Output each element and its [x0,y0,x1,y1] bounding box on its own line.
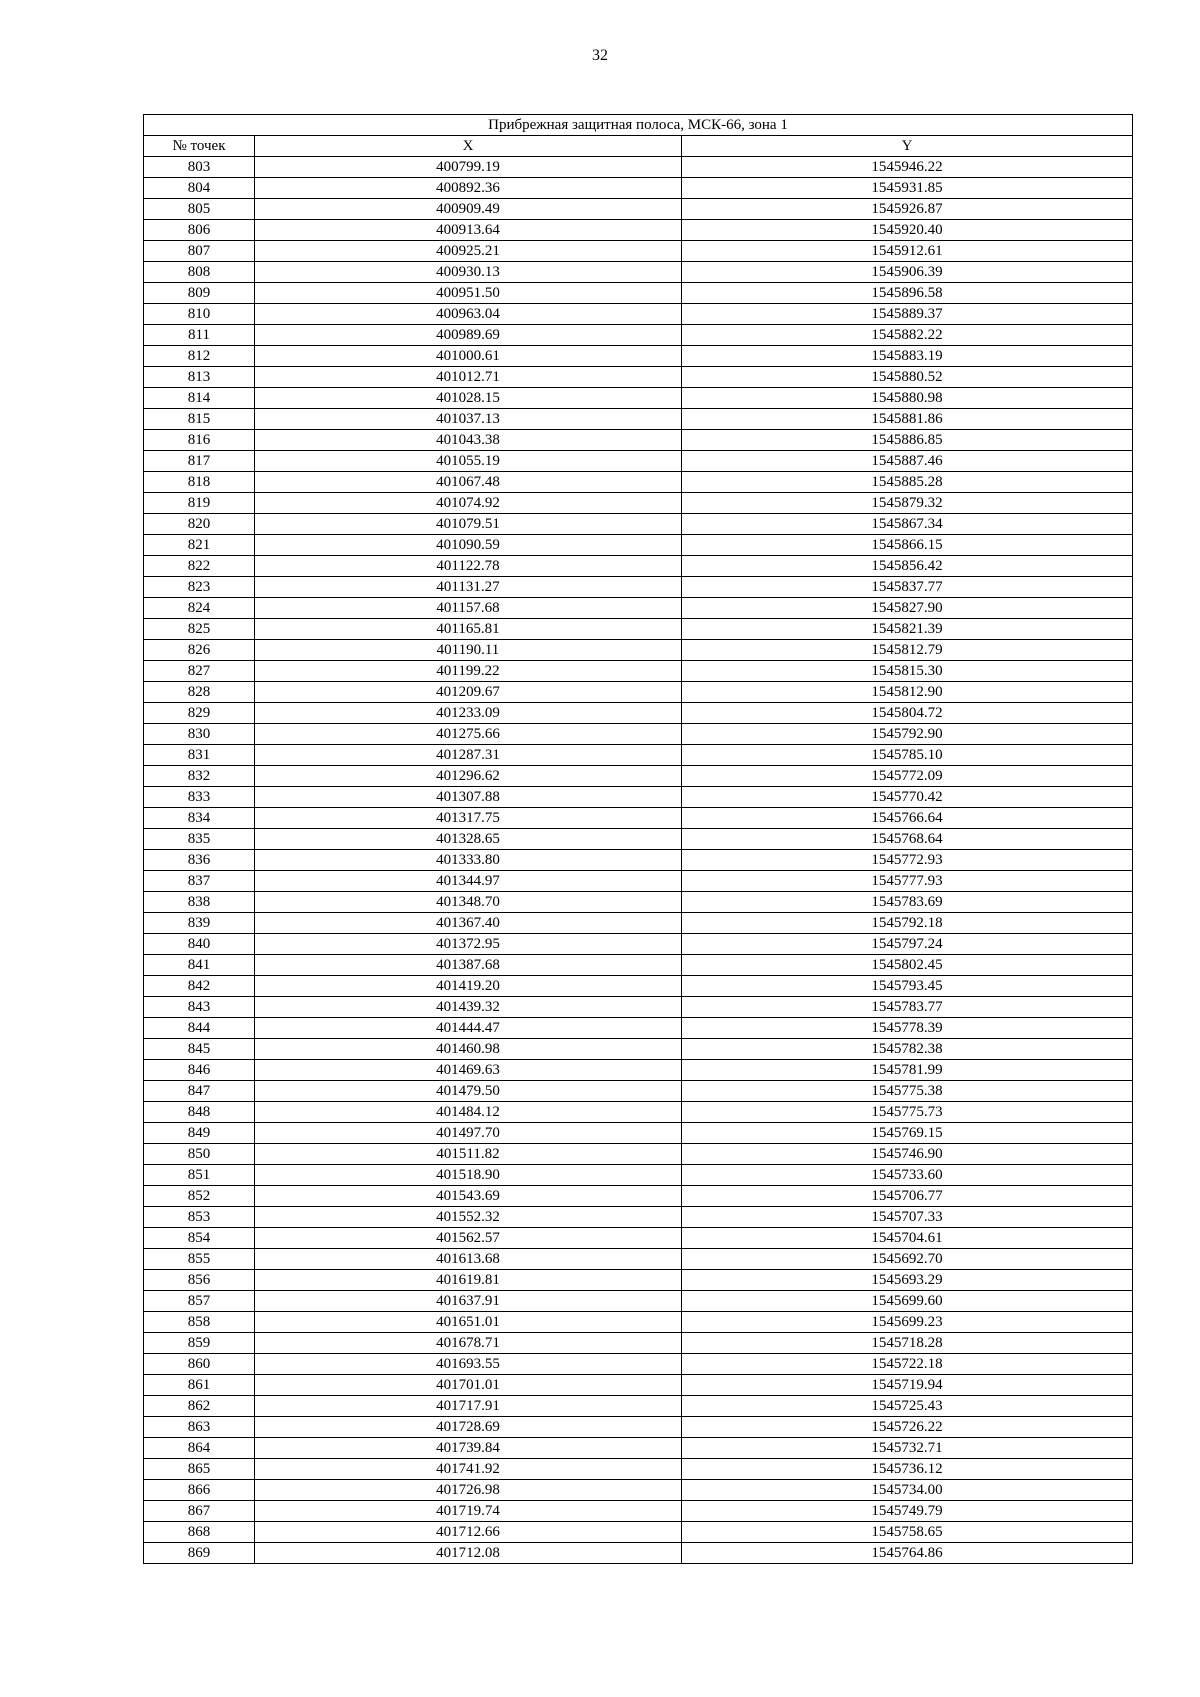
y-cell: 1545764.86 [682,1543,1133,1564]
x-cell: 401296.62 [255,766,682,787]
x-cell: 401651.01 [255,1312,682,1333]
y-cell: 1545706.77 [682,1186,1133,1207]
x-cell: 401728.69 [255,1417,682,1438]
point-number-cell: 851 [144,1165,255,1186]
x-cell: 401460.98 [255,1039,682,1060]
x-cell: 401741.92 [255,1459,682,1480]
point-number-cell: 811 [144,325,255,346]
point-number-cell: 830 [144,724,255,745]
table-row [144,1123,1133,1144]
point-number-cell: 836 [144,850,255,871]
table-row [144,1480,1133,1501]
y-cell: 1545912.61 [682,241,1133,262]
point-number-cell: 832 [144,766,255,787]
point-number-cell: 804 [144,178,255,199]
table-row [144,745,1133,766]
x-cell: 400989.69 [255,325,682,346]
point-number-cell: 859 [144,1333,255,1354]
y-cell: 1545718.28 [682,1333,1133,1354]
table-row [144,619,1133,640]
y-cell: 1545769.15 [682,1123,1133,1144]
y-cell: 1545883.19 [682,346,1133,367]
table-row [144,766,1133,787]
y-cell: 1545882.22 [682,325,1133,346]
table-body [144,157,1133,1564]
y-cell: 1545821.39 [682,619,1133,640]
x-cell: 401719.74 [255,1501,682,1522]
y-cell: 1545778.39 [682,1018,1133,1039]
table-row [144,1396,1133,1417]
table-row [144,1249,1133,1270]
table-row [144,1018,1133,1039]
table-row [144,682,1133,703]
point-number-cell: 845 [144,1039,255,1060]
point-number-cell: 808 [144,262,255,283]
x-cell: 401739.84 [255,1438,682,1459]
table-row [144,598,1133,619]
table-row [144,1459,1133,1480]
point-number-cell: 813 [144,367,255,388]
table-row [144,367,1133,388]
point-number-cell: 818 [144,472,255,493]
table-row [144,283,1133,304]
table-row [144,703,1133,724]
x-cell: 401712.66 [255,1522,682,1543]
x-cell: 401055.19 [255,451,682,472]
x-cell: 401028.15 [255,388,682,409]
x-cell: 401165.81 [255,619,682,640]
table-row [144,1291,1133,1312]
x-cell: 401317.75 [255,808,682,829]
x-cell: 401372.95 [255,934,682,955]
x-cell: 400892.36 [255,178,682,199]
x-cell: 401518.90 [255,1165,682,1186]
x-cell: 401726.98 [255,1480,682,1501]
x-cell: 401012.71 [255,367,682,388]
table-row [144,535,1133,556]
table-row [144,892,1133,913]
x-cell: 401287.31 [255,745,682,766]
point-number-cell: 809 [144,283,255,304]
y-cell: 1545766.64 [682,808,1133,829]
point-number-cell: 863 [144,1417,255,1438]
y-cell: 1545867.34 [682,514,1133,535]
y-cell: 1545827.90 [682,598,1133,619]
x-cell: 400913.64 [255,220,682,241]
x-cell: 401307.88 [255,787,682,808]
x-cell: 400930.13 [255,262,682,283]
table-row [144,346,1133,367]
y-cell: 1545792.90 [682,724,1133,745]
y-cell: 1545926.87 [682,199,1133,220]
y-cell: 1545749.79 [682,1501,1133,1522]
point-number-cell: 848 [144,1102,255,1123]
table-row [144,1501,1133,1522]
point-number-cell: 816 [144,430,255,451]
table-row [144,199,1133,220]
x-cell: 401199.22 [255,661,682,682]
table-row [144,1228,1133,1249]
y-cell: 1545896.58 [682,283,1133,304]
point-number-cell: 842 [144,976,255,997]
x-cell: 401637.91 [255,1291,682,1312]
y-cell: 1545770.42 [682,787,1133,808]
y-cell: 1545804.72 [682,703,1133,724]
table-row [144,1039,1133,1060]
point-number-cell: 850 [144,1144,255,1165]
x-cell: 401619.81 [255,1270,682,1291]
y-cell: 1545746.90 [682,1144,1133,1165]
table-row [144,1144,1133,1165]
x-cell: 401209.67 [255,682,682,703]
point-number-cell: 867 [144,1501,255,1522]
x-cell: 401511.82 [255,1144,682,1165]
y-cell: 1545692.70 [682,1249,1133,1270]
y-cell: 1545812.90 [682,682,1133,703]
y-cell: 1545772.93 [682,850,1133,871]
x-cell: 401419.20 [255,976,682,997]
table-row [144,724,1133,745]
y-cell: 1545722.18 [682,1354,1133,1375]
point-number-cell: 810 [144,304,255,325]
point-number-cell: 854 [144,1228,255,1249]
table-row [144,808,1133,829]
point-number-cell: 817 [144,451,255,472]
point-number-cell: 862 [144,1396,255,1417]
point-number-cell: 815 [144,409,255,430]
x-cell: 401037.13 [255,409,682,430]
point-number-cell: 812 [144,346,255,367]
x-cell: 401552.32 [255,1207,682,1228]
table-row [144,241,1133,262]
table-row [144,871,1133,892]
table-row [144,976,1133,997]
y-cell: 1545704.61 [682,1228,1133,1249]
x-cell: 401079.51 [255,514,682,535]
y-cell: 1545879.32 [682,493,1133,514]
x-cell: 401067.48 [255,472,682,493]
table-row [144,850,1133,871]
x-cell: 401000.61 [255,346,682,367]
x-cell: 401439.32 [255,997,682,1018]
y-cell: 1545777.93 [682,871,1133,892]
y-cell: 1545946.22 [682,157,1133,178]
point-number-cell: 847 [144,1081,255,1102]
table-row [144,787,1133,808]
table-row [144,1417,1133,1438]
x-cell: 401122.78 [255,556,682,577]
table-row [144,955,1133,976]
x-cell: 401484.12 [255,1102,682,1123]
x-cell: 401233.09 [255,703,682,724]
y-cell: 1545699.60 [682,1291,1133,1312]
table-row [144,472,1133,493]
table-row [144,220,1133,241]
point-number-cell: 861 [144,1375,255,1396]
point-number-cell: 841 [144,955,255,976]
point-number-cell: 814 [144,388,255,409]
point-number-cell: 844 [144,1018,255,1039]
point-number-cell: 823 [144,577,255,598]
point-number-cell: 853 [144,1207,255,1228]
table-row [144,913,1133,934]
x-cell: 401074.92 [255,493,682,514]
x-cell: 400909.49 [255,199,682,220]
y-cell: 1545736.12 [682,1459,1133,1480]
point-number-cell: 835 [144,829,255,850]
header-x: X [255,136,682,157]
header-y: Y [682,136,1133,157]
y-cell: 1545772.09 [682,766,1133,787]
table-row [144,997,1133,1018]
header-point-number: № точек [144,136,255,157]
y-cell: 1545880.98 [682,388,1133,409]
y-cell: 1545812.79 [682,640,1133,661]
table-row [144,1102,1133,1123]
x-cell: 401387.68 [255,955,682,976]
y-cell: 1545886.85 [682,430,1133,451]
y-cell: 1545815.30 [682,661,1133,682]
y-cell: 1545775.38 [682,1081,1133,1102]
y-cell: 1545881.86 [682,409,1133,430]
table-row [144,661,1133,682]
table-row [144,1333,1133,1354]
table-row [144,262,1133,283]
y-cell: 1545775.73 [682,1102,1133,1123]
point-number-cell: 834 [144,808,255,829]
table-row [144,934,1133,955]
x-cell: 401469.63 [255,1060,682,1081]
table-row [144,577,1133,598]
y-cell: 1545866.15 [682,535,1133,556]
y-cell: 1545732.71 [682,1438,1133,1459]
x-cell: 401367.40 [255,913,682,934]
table-row [144,493,1133,514]
x-cell: 401131.27 [255,577,682,598]
point-number-cell: 829 [144,703,255,724]
y-cell: 1545880.52 [682,367,1133,388]
y-cell: 1545889.37 [682,304,1133,325]
x-cell: 401678.71 [255,1333,682,1354]
point-number-cell: 869 [144,1543,255,1564]
x-cell: 401190.11 [255,640,682,661]
page-number: 32 [592,47,608,64]
table-row [144,1081,1133,1102]
y-cell: 1545726.22 [682,1417,1133,1438]
x-cell: 400799.19 [255,157,682,178]
point-number-cell: 833 [144,787,255,808]
x-cell: 401328.65 [255,829,682,850]
point-number-cell: 821 [144,535,255,556]
y-cell: 1545733.60 [682,1165,1133,1186]
point-number-cell: 843 [144,997,255,1018]
y-cell: 1545707.33 [682,1207,1133,1228]
x-cell: 401348.70 [255,892,682,913]
x-cell: 401613.68 [255,1249,682,1270]
y-cell: 1545734.00 [682,1480,1133,1501]
point-number-cell: 825 [144,619,255,640]
point-number-cell: 860 [144,1354,255,1375]
y-cell: 1545768.64 [682,829,1133,850]
x-cell: 401444.47 [255,1018,682,1039]
y-cell: 1545885.28 [682,472,1133,493]
point-number-cell: 857 [144,1291,255,1312]
x-cell: 401543.69 [255,1186,682,1207]
point-number-cell: 828 [144,682,255,703]
x-cell: 400925.21 [255,241,682,262]
table-row [144,514,1133,535]
table-row [144,829,1133,850]
x-cell: 401693.55 [255,1354,682,1375]
y-cell: 1545782.38 [682,1039,1133,1060]
table-row [144,640,1133,661]
table-row [144,409,1133,430]
y-cell: 1545856.42 [682,556,1133,577]
table-row [144,451,1133,472]
point-number-cell: 856 [144,1270,255,1291]
y-cell: 1545785.10 [682,745,1133,766]
y-cell: 1545887.46 [682,451,1133,472]
table-row [144,1186,1133,1207]
x-cell: 401090.59 [255,535,682,556]
point-number-cell: 824 [144,598,255,619]
y-cell: 1545906.39 [682,262,1133,283]
y-cell: 1545920.40 [682,220,1133,241]
table-row [144,1354,1133,1375]
point-number-cell: 819 [144,493,255,514]
table-row [144,1543,1133,1564]
coordinates-table [143,114,1133,1564]
table-title: Прибрежная защитная полоса, МСК-66, зона 1 [144,115,1133,136]
x-cell: 401275.66 [255,724,682,745]
point-number-cell: 866 [144,1480,255,1501]
table-row [144,1207,1133,1228]
point-number-cell: 852 [144,1186,255,1207]
y-cell: 1545719.94 [682,1375,1133,1396]
table-title-row [144,115,1133,136]
point-number-cell: 865 [144,1459,255,1480]
table-row [144,304,1133,325]
point-number-cell: 806 [144,220,255,241]
table-row [144,556,1133,577]
x-cell: 401562.57 [255,1228,682,1249]
point-number-cell: 855 [144,1249,255,1270]
x-cell: 400951.50 [255,283,682,304]
table-row [144,430,1133,451]
table-row [144,325,1133,346]
point-number-cell: 840 [144,934,255,955]
table-row [144,1522,1133,1543]
point-number-cell: 849 [144,1123,255,1144]
x-cell: 401717.91 [255,1396,682,1417]
table-row [144,1312,1133,1333]
table-row [144,1165,1133,1186]
x-cell: 401497.70 [255,1123,682,1144]
table-row [144,1060,1133,1081]
point-number-cell: 805 [144,199,255,220]
x-cell: 401333.80 [255,850,682,871]
table-row [144,1375,1133,1396]
y-cell: 1545781.99 [682,1060,1133,1081]
x-cell: 401157.68 [255,598,682,619]
x-cell: 401701.01 [255,1375,682,1396]
y-cell: 1545797.24 [682,934,1133,955]
point-number-cell: 839 [144,913,255,934]
point-number-cell: 803 [144,157,255,178]
point-number-cell: 822 [144,556,255,577]
y-cell: 1545792.18 [682,913,1133,934]
point-number-cell: 838 [144,892,255,913]
y-cell: 1545783.77 [682,997,1133,1018]
table-header-row [144,136,1133,157]
table-row [144,388,1133,409]
x-cell: 400963.04 [255,304,682,325]
point-number-cell: 820 [144,514,255,535]
point-number-cell: 826 [144,640,255,661]
point-number-cell: 858 [144,1312,255,1333]
y-cell: 1545802.45 [682,955,1133,976]
y-cell: 1545783.69 [682,892,1133,913]
table-row [144,1438,1133,1459]
y-cell: 1545758.65 [682,1522,1133,1543]
table-row [144,157,1133,178]
point-number-cell: 846 [144,1060,255,1081]
y-cell: 1545699.23 [682,1312,1133,1333]
x-cell: 401344.97 [255,871,682,892]
point-number-cell: 827 [144,661,255,682]
table-row [144,1270,1133,1291]
x-cell: 401479.50 [255,1081,682,1102]
point-number-cell: 807 [144,241,255,262]
y-cell: 1545931.85 [682,178,1133,199]
x-cell: 401712.08 [255,1543,682,1564]
point-number-cell: 868 [144,1522,255,1543]
y-cell: 1545793.45 [682,976,1133,997]
point-number-cell: 837 [144,871,255,892]
x-cell: 401043.38 [255,430,682,451]
point-number-cell: 831 [144,745,255,766]
table-row [144,178,1133,199]
y-cell: 1545725.43 [682,1396,1133,1417]
y-cell: 1545693.29 [682,1270,1133,1291]
y-cell: 1545837.77 [682,577,1133,598]
point-number-cell: 864 [144,1438,255,1459]
